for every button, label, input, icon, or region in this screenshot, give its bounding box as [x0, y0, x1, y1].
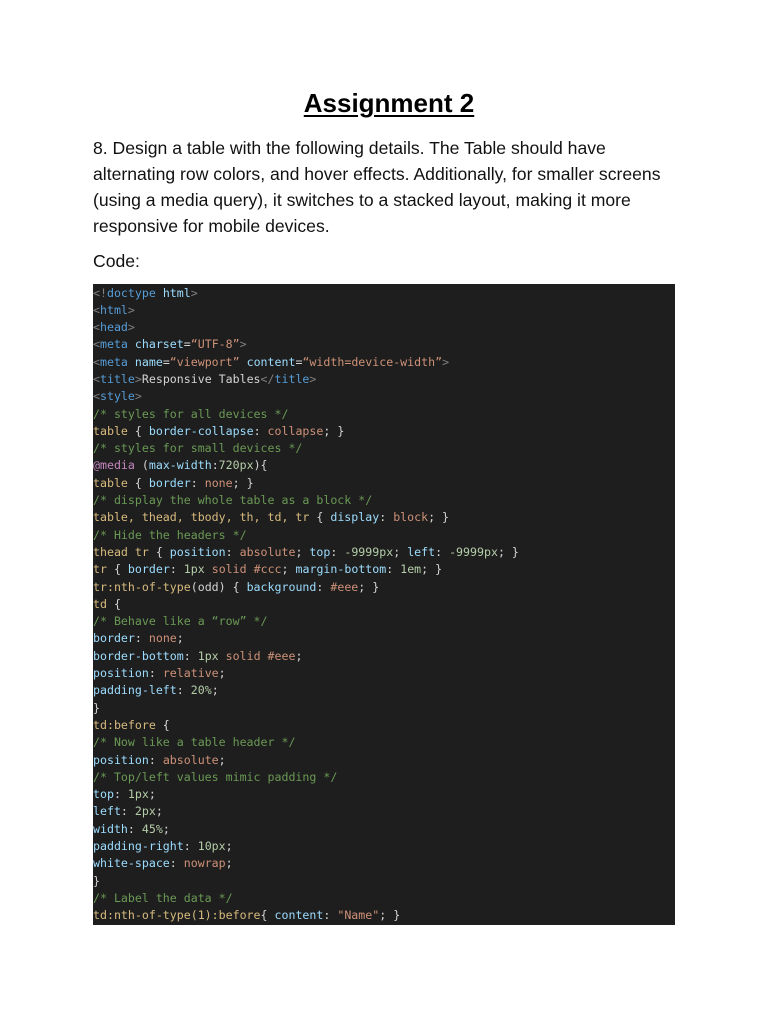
code-token: tr:nth-of-type	[93, 579, 191, 594]
code-token: #eee	[330, 579, 359, 594]
code-token: :	[183, 648, 198, 663]
code-token: top	[93, 787, 114, 802]
code-token: table	[93, 423, 128, 438]
code-token: /* styles for small devices */	[93, 441, 303, 456]
code-token: :	[253, 423, 268, 438]
code-token: ;	[225, 839, 233, 853]
code-line	[93, 665, 675, 682]
code-token: :	[190, 475, 205, 490]
code-token: :	[127, 821, 142, 836]
code-line	[93, 648, 675, 665]
code-token	[261, 649, 268, 663]
code-token: ;	[218, 666, 226, 681]
code-token: white-space	[93, 856, 170, 871]
code-line	[93, 596, 675, 613]
code-token: -9999px	[344, 544, 394, 559]
code-line	[93, 388, 675, 405]
code-label: Code:	[93, 251, 140, 271]
code-token: ; }	[323, 423, 345, 438]
code-token: “width=device-width”	[302, 354, 443, 369]
code-line	[93, 752, 675, 769]
code-token	[128, 337, 135, 351]
code-token: left	[93, 804, 121, 819]
code-token: border	[148, 475, 191, 490]
code-token: @media	[93, 458, 135, 473]
code-token: position	[93, 666, 149, 681]
code-token: position	[93, 752, 149, 767]
code-token: absolute	[239, 544, 296, 559]
code-token: 720px	[218, 458, 254, 473]
code-token: :	[113, 787, 128, 802]
code-line	[93, 492, 675, 509]
code-token: width	[93, 821, 128, 836]
code-token: solid	[211, 562, 247, 577]
code-token: {	[309, 510, 331, 525]
code-token: =	[162, 354, 170, 369]
code-token	[247, 562, 254, 576]
code-token: 20%	[190, 683, 212, 698]
code-token: ;	[281, 562, 296, 577]
code-token: #ccc	[253, 562, 282, 577]
code-line	[93, 630, 675, 647]
code-line	[93, 354, 675, 371]
code-token: >	[127, 302, 135, 317]
code-token: ;	[155, 804, 163, 819]
code-token: padding-left	[93, 683, 177, 698]
code-line	[93, 769, 675, 786]
code-token: /* display the whole table as a block */	[93, 493, 373, 508]
question-text: 8. Design a table with the following details. The Table should have alternating row colors, and hover effects. Additionally, for smaller screens (using a media query), it switches to a stacked layout, making it more responsive for mobile devices.	[93, 138, 661, 236]
code-token: <	[93, 320, 100, 335]
code-token: :	[176, 683, 191, 698]
code-token: border	[127, 562, 170, 577]
code-token: 1px	[197, 648, 219, 663]
code-token: ;	[176, 631, 184, 646]
code-token: :	[148, 666, 163, 681]
code-token: td:nth-of-type(1):before	[93, 908, 261, 923]
code-line	[93, 527, 675, 544]
code-block	[93, 284, 675, 925]
code-token: :	[169, 562, 184, 577]
code-token: >	[442, 354, 450, 369]
code-token: /* Now like a table header */	[93, 735, 296, 750]
code-token: ; }	[232, 475, 254, 490]
code-token: ; }	[428, 510, 450, 525]
code-line	[93, 682, 675, 699]
code-token	[240, 355, 247, 369]
code-token: (odd) {	[190, 579, 247, 594]
code-line	[93, 838, 675, 855]
code-token: 1px	[127, 787, 149, 802]
code-token: “viewport”	[169, 354, 240, 369]
code-token: >	[239, 337, 247, 352]
code-token: 1px	[183, 562, 205, 577]
code-token: block	[393, 510, 429, 525]
code-line	[93, 336, 675, 353]
code-token: {	[106, 562, 128, 577]
code-token: collapse	[267, 423, 324, 438]
code-token: :	[120, 804, 135, 819]
code-line	[93, 561, 675, 578]
code-line	[93, 700, 675, 717]
code-token: margin-bottom	[295, 562, 387, 577]
code-token: >	[309, 371, 317, 386]
code-token: “UTF-8”	[190, 337, 240, 352]
code-token: nowrap	[183, 856, 226, 871]
code-token: :	[134, 631, 149, 646]
code-line	[93, 855, 675, 872]
code-line	[93, 371, 675, 388]
code-token: <	[93, 337, 100, 352]
code-line	[93, 457, 675, 474]
code-token	[128, 355, 135, 369]
code-token: /* Hide the headers */	[93, 527, 247, 542]
code-token: }	[93, 700, 100, 715]
code-token: :	[379, 510, 394, 525]
code-token: ;	[148, 787, 156, 802]
code-token: {	[127, 475, 149, 490]
code-token: (	[134, 458, 149, 473]
code-token: </	[260, 371, 275, 386]
code-token: tr	[93, 562, 107, 577]
code-token: :	[225, 544, 240, 559]
code-token: ;	[211, 683, 219, 698]
code-line	[93, 786, 675, 803]
code-token: style	[99, 389, 135, 404]
code-token: :	[183, 839, 198, 853]
code-token: ; }	[358, 579, 380, 594]
code-line	[93, 821, 675, 838]
code-token: border-collapse	[148, 423, 254, 438]
code-token: :	[435, 544, 450, 559]
code-token: top	[309, 544, 331, 559]
code-token: max-width	[148, 458, 212, 473]
code-token: ;	[393, 544, 408, 559]
code-token: :	[169, 856, 184, 871]
code-token: /* Label the data */	[93, 890, 233, 905]
code-token: <	[93, 302, 100, 317]
code-token: none	[148, 631, 177, 646]
code-token: :	[323, 908, 338, 923]
code-token: table	[93, 475, 128, 490]
code-token: table, thead, tbody, th, td, tr	[93, 510, 310, 525]
code-token: name	[134, 354, 163, 369]
code-token: :	[316, 579, 331, 594]
code-token: solid	[225, 648, 261, 663]
code-token: ;	[225, 856, 233, 871]
assignment-title: Assignment 2	[303, 88, 475, 118]
code-token: /* Behave like a “row” */	[93, 614, 268, 629]
code-token: ; }	[379, 908, 401, 923]
code-token: :	[386, 562, 401, 577]
code-line	[93, 302, 675, 319]
code-token: {	[127, 423, 149, 438]
code-token: content	[274, 908, 324, 923]
code-token: :	[148, 752, 163, 767]
code-token: td:before	[93, 717, 156, 732]
code-token: ;	[162, 821, 170, 836]
code-line	[93, 717, 675, 734]
code-token: meta	[99, 337, 128, 352]
code-token: 2px	[134, 804, 156, 819]
code-token: head	[99, 320, 128, 335]
code-token: {	[155, 717, 170, 732]
code-token: meta	[99, 354, 128, 369]
code-token: td	[93, 596, 107, 611]
code-token: -9999px	[449, 544, 498, 559]
code-token: background	[246, 579, 317, 594]
code-line	[93, 544, 675, 561]
code-token: /* styles for all devices */	[93, 406, 289, 421]
code-token: <!	[93, 285, 107, 300]
code-token: html	[99, 302, 128, 317]
code-line	[93, 440, 675, 457]
code-token: <	[93, 371, 100, 386]
code-token: absolute	[162, 752, 219, 767]
code-token: content	[246, 354, 296, 369]
code-token: <	[93, 354, 100, 369]
code-line	[93, 873, 675, 890]
code-token: 10px	[197, 839, 226, 853]
code-token: thead tr	[93, 544, 149, 559]
code-token: none	[204, 475, 233, 490]
code-token: padding-right	[93, 839, 184, 853]
code-token: }	[93, 873, 100, 888]
code-token: =	[295, 354, 303, 369]
code-line	[93, 890, 675, 907]
code-token: :	[330, 544, 345, 559]
code-token: relative	[162, 666, 219, 681]
code-token: {	[148, 544, 170, 559]
code-token: left	[407, 544, 436, 559]
code-line	[93, 579, 675, 596]
code-token: ){	[253, 458, 268, 473]
code-token: {	[106, 596, 121, 611]
code-line	[93, 907, 675, 924]
code-line	[93, 613, 675, 630]
code-line	[93, 406, 675, 423]
code-token: doctype	[106, 285, 156, 300]
code-token: "Name"	[337, 908, 380, 923]
code-token: <	[93, 389, 100, 404]
code-token: html	[162, 285, 191, 300]
code-line	[93, 285, 675, 302]
code-token: position	[169, 544, 226, 559]
code-line	[93, 423, 675, 440]
code-token: title	[274, 371, 310, 386]
code-token: >	[190, 285, 198, 300]
code-token: ;	[218, 752, 226, 767]
code-token: =	[183, 337, 191, 352]
code-line	[93, 734, 675, 751]
code-token: border	[93, 631, 135, 646]
code-token: #eee	[267, 648, 296, 663]
code-token: >	[134, 389, 142, 404]
code-token: display	[330, 510, 380, 525]
code-token: 45%	[141, 821, 163, 836]
code-token	[156, 286, 163, 300]
code-token: {	[260, 908, 275, 923]
code-line	[93, 319, 675, 336]
code-line	[93, 475, 675, 492]
code-token: ; }	[421, 562, 443, 577]
code-token: ;	[295, 544, 310, 559]
code-token: 1em	[400, 562, 422, 577]
code-token: >	[134, 371, 142, 386]
code-token: >	[127, 320, 135, 335]
code-line	[93, 509, 675, 526]
code-token: ;	[295, 648, 303, 663]
code-token: title	[99, 371, 135, 386]
code-token: charset	[134, 337, 184, 352]
code-token	[205, 562, 212, 576]
code-line	[93, 803, 675, 820]
code-token: :	[211, 458, 219, 473]
code-token	[219, 649, 226, 663]
code-token: ; }	[497, 544, 519, 559]
code-token: border-bottom	[93, 648, 184, 663]
code-token: Responsive Tables	[141, 371, 261, 386]
code-token: /* Top/left values mimic padding */	[93, 769, 338, 784]
